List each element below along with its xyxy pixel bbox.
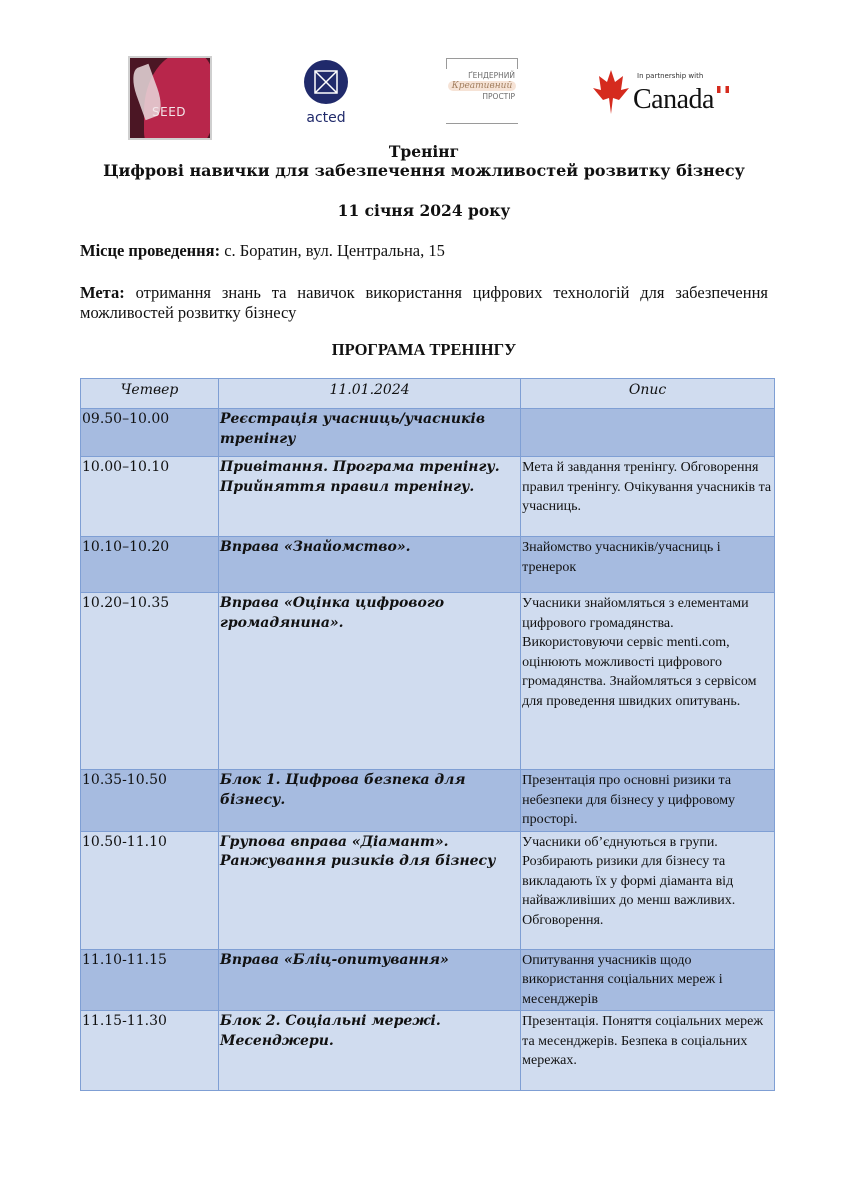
- table-row: [81, 593, 775, 770]
- row-description: Мета й завдання тренінгу. Обговорення правил тренінгу. Очікування учасників та учасниць.: [521, 457, 775, 537]
- canada-wordmark: Canada: [633, 84, 714, 115]
- seed-logo-text: SEED: [152, 105, 187, 119]
- row-activity: Привітання. Програма тренінгу. Прийняття правил тренінгу.: [218, 457, 520, 537]
- row-activity: Реєстрація учасниць/учасників тренінгу: [218, 409, 520, 457]
- goal-value: отримання знань та навичок використання цифрових технологій для забезпечення можливостей розвитку бізнесу: [80, 283, 768, 322]
- table-row: [81, 1011, 775, 1091]
- canada-partnership-logo: [593, 66, 733, 120]
- row-time: 10.00–10.10: [81, 457, 219, 537]
- partnership-text: In partnership with: [637, 72, 704, 80]
- table-header-row: [81, 379, 775, 409]
- row-description: Знайомство учасників/учасниць і тренерок: [521, 537, 775, 593]
- document-title: Цифрові навички для забезпечення можливостей розвитку бізнесу: [103, 161, 745, 180]
- row-time: 10.50-11.10: [81, 831, 219, 949]
- table-row: [81, 409, 775, 457]
- goal-label: Мета:: [80, 283, 125, 302]
- seed-logo: [128, 56, 212, 140]
- acted-logo-text: acted: [306, 110, 346, 126]
- table-row: [81, 831, 775, 949]
- column-header-description: Опис: [521, 379, 775, 409]
- table-row: [81, 949, 775, 1011]
- gender-logo-line1: ҐЕНДЕРНИЙ: [468, 71, 515, 80]
- row-time: 10.20–10.35: [81, 593, 219, 770]
- row-activity: Групова вправа «Діамант». Ранжування ризиків для бізнесу: [218, 831, 520, 949]
- program-table: [80, 378, 775, 1091]
- gender-logo-line2: Креативний: [448, 81, 516, 91]
- row-description: Учасники об’єднуються в групи. Розбирають ризики для бізнесу та викладають їх у формі діаманта від найважливіших до менш важливих. Обговорення.: [521, 831, 775, 949]
- event-goal: [80, 283, 768, 323]
- row-time: 10.35-10.50: [81, 770, 219, 832]
- row-description: [521, 409, 775, 457]
- event-location: [80, 241, 768, 261]
- location-value: с. Боратин, вул. Центральна, 15: [220, 241, 445, 260]
- location-label: Місце проведення:: [80, 241, 221, 260]
- row-activity: Блок 2. Соціальні мережі. Месенджери.: [218, 1011, 520, 1091]
- table-row: [81, 537, 775, 593]
- gender-creative-space-logo: [446, 58, 518, 124]
- row-description: Учасники знайомляться з елементами цифрового громадянства. Використовуючи сервіс menti.com, оцінюють можливості цифрового громадянства. Знайомляться з сервісом для проведення швидких опитувань.: [521, 593, 775, 770]
- row-description: Презентація про основні ризики та небезпеки для бізнесу у цифровому просторі.: [521, 770, 775, 832]
- row-activity: Вправа «Оцінка цифрового громадянина».: [218, 593, 520, 770]
- row-time: 11.10-11.15: [81, 949, 219, 1011]
- partner-logos: [0, 56, 848, 142]
- document-kind: Тренінг: [388, 142, 460, 161]
- acted-logo: [300, 60, 352, 130]
- row-activity: Вправа «Знайомство».: [218, 537, 520, 593]
- program-title: ПРОГРАМА ТРЕНІНГУ: [331, 340, 517, 359]
- row-description: Опитування учасників щодо використання соціальних мереж і месенджерів: [521, 949, 775, 1011]
- column-header-day: Четвер: [81, 379, 219, 409]
- table-row: [81, 770, 775, 832]
- row-description: Презентація. Поняття соціальних мереж та месенджерів. Безпека в соціальних мережах.: [521, 1011, 775, 1091]
- event-date: 11 січня 2024 року: [337, 201, 511, 220]
- row-time: 09.50–10.00: [81, 409, 219, 457]
- row-time: 10.10–10.20: [81, 537, 219, 593]
- canada-flag-icon: [717, 86, 729, 93]
- gender-logo-line3: ПРОСТІР: [482, 92, 515, 101]
- acted-emblem-icon: [304, 60, 348, 104]
- row-activity: Блок 1. Цифрова безпека для бізнесу.: [218, 770, 520, 832]
- row-time: 11.15-11.30: [81, 1011, 219, 1091]
- maple-leaf-icon: [593, 70, 629, 114]
- row-activity: Вправа «Бліц-опитування»: [218, 949, 520, 1011]
- table-row: [81, 457, 775, 537]
- column-header-date: 11.01.2024: [218, 379, 520, 409]
